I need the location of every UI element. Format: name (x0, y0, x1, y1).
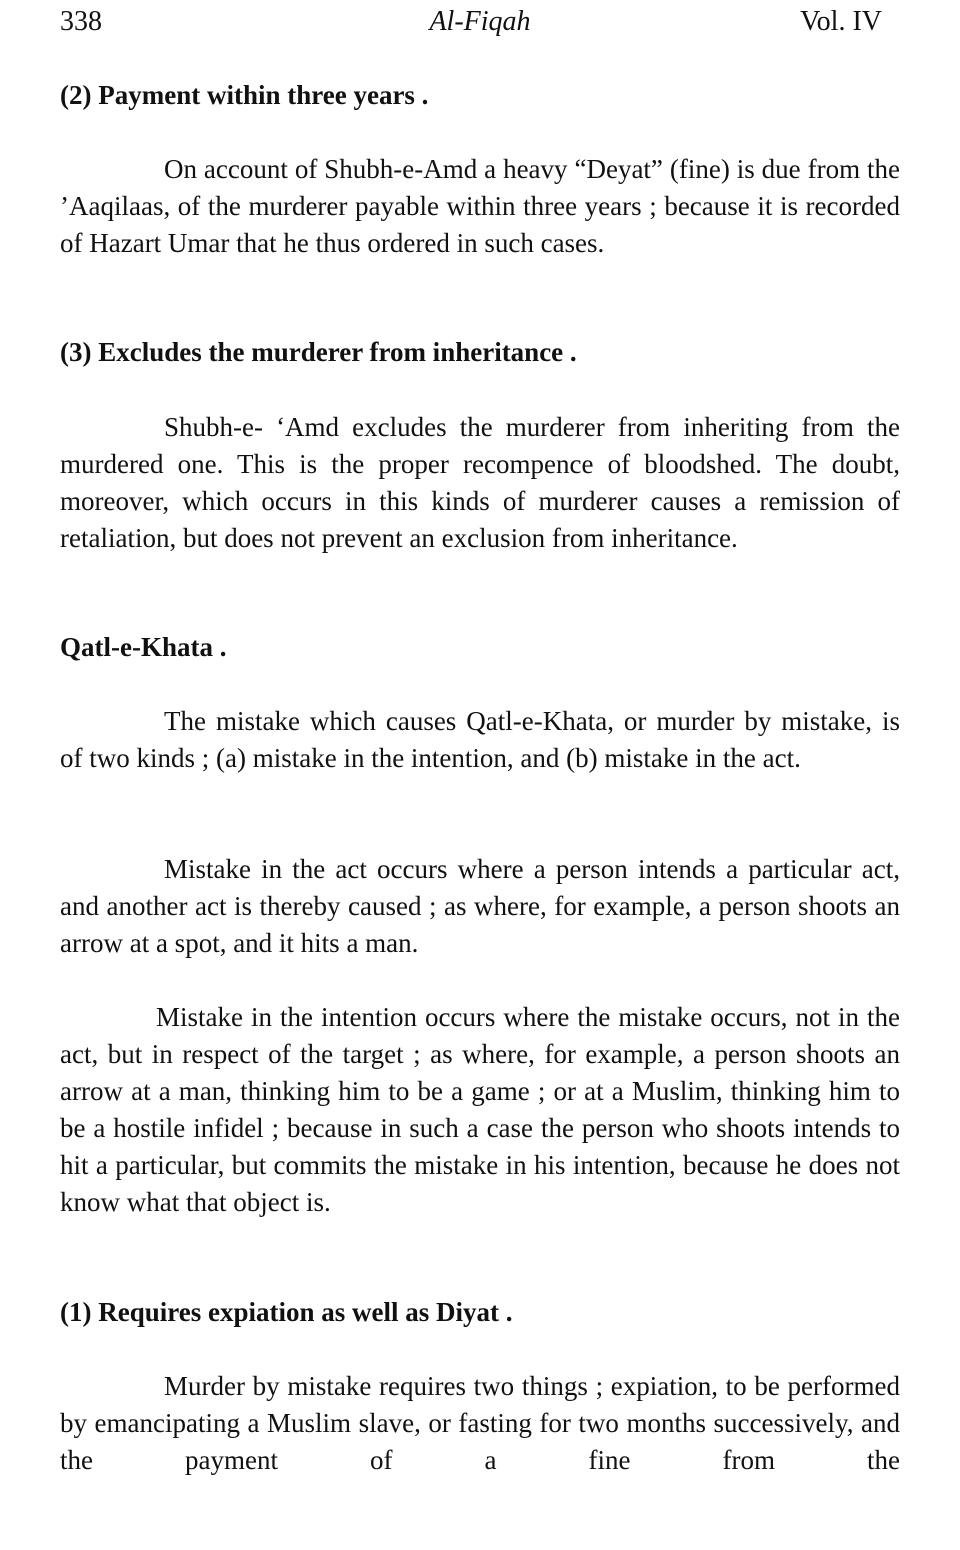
book-title: Al-Fiqah (429, 6, 531, 37)
book-page (60, 0, 900, 1550)
paragraph-mistake-kinds: The mistake which causes Qatl-e-Khata, or murder by mistake, is of two kinds ; (a) mistake in the intention, and (b) mistake in the act. (60, 706, 900, 773)
section-heading-excludes-inheritance: (3) Excludes the murderer from inheritance . (60, 337, 577, 367)
section-heading-expiation-diyat: (1) Requires expiation as well as Diyat . (60, 1297, 513, 1327)
paragraph-mistake-in-act: Mistake in the act occurs where a person intends a particular act, and another act is thereby caused ; as where, for example, a person shoots an arrow at a spot, and it hits a man. (60, 854, 900, 958)
page-number: 338 (60, 6, 102, 37)
volume-label: Vol. IV (800, 6, 882, 37)
section-heading-payment-three-years: (2) Payment within three years . (60, 80, 429, 110)
paragraph-murder-by-mistake-requires: Murder by mistake requires two things ; expiation, to be performed by emancipating a Muslim slave, or fasting for two months successively, and the payment of a fine from the (60, 1371, 900, 1475)
paragraph-deyat-due: On account of Shubh-e-Amd a heavy “Deyat” (fine) is due from the ’Aaqilaas, of the murderer payable within three years ; because it is recorded of Hazart Umar that he thus ordered in such cases. (60, 154, 900, 258)
running-header (60, 4, 900, 44)
paragraph-exclusion-inheritance: Shubh-e- ‘Amd excludes the murderer from inheriting from the murdered one. This is the proper recompence of bloodshed. The doubt, moreover, which occurs in this kinds of murderer causes a remission of retaliation, but does not prevent an exclusion from inheritance. (60, 412, 900, 553)
section-heading-qatl-e-khata: Qatl-e-Khata . (60, 632, 227, 662)
paragraph-mistake-in-intention: Mistake in the intention occurs where the mistake occurs, not in the act, but in respect of the target ; as where, for example, a person shoots an arrow at a man, thinking him to be a game ; or at a Muslim, thinking him to be a hostile infidel ; because in such a case the person who shoots intends to hit a particular, but commits the mistake in his intention, because he does not know what that object is. (60, 1002, 900, 1217)
